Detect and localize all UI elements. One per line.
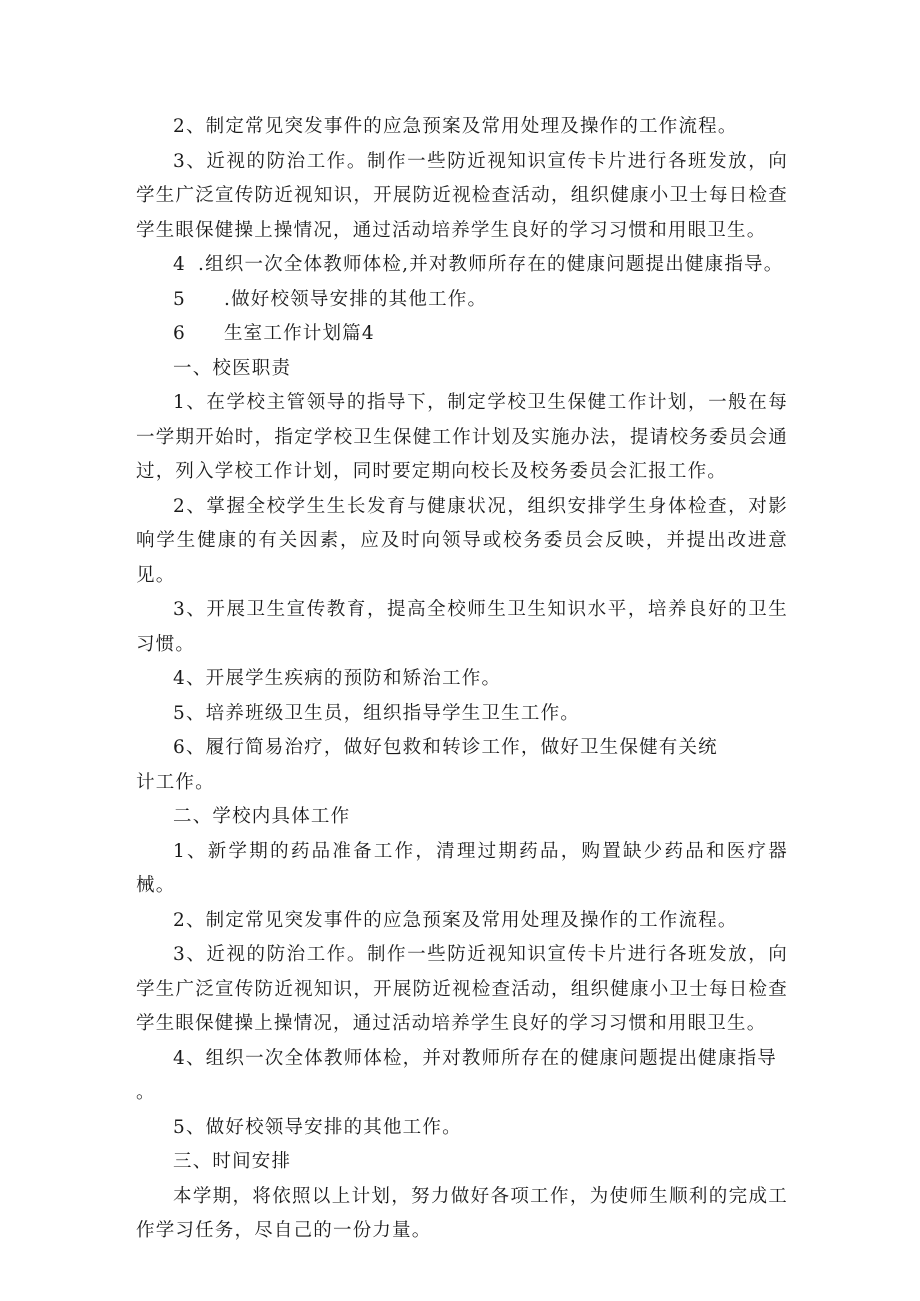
paragraph: 2、掌握全校学生生长发育与健康状况，组织安排学生身体检查，对影响学生健康的有关因素，应及时向领导或校务委员会反映，并提出改进意见。 [136, 495, 788, 586]
section-heading: 三、时间安排 [173, 1151, 292, 1172]
paragraph: 1、新学期的药品准备工作，清理过期药品，购置缺少药品和医疗器械。 [136, 840, 788, 896]
paragraph: 3、开展卫生宣传教育，提高全校师生卫生知识水平，培养良好的卫生习惯。 [136, 599, 788, 655]
paragraph: 5、培养班级卫生员，组织指导学生卫生工作。 [173, 702, 580, 724]
paragraph-continuation: 计工作。 [136, 771, 215, 793]
paragraph-continuation: 。 [136, 1082, 156, 1103]
item-number: 6 [173, 323, 186, 344]
paragraph: 4、开展学生疾病的预防和矫治工作。 [173, 668, 502, 689]
section-heading: 二、学校内具体工作 [173, 806, 351, 827]
paragraph [136, 283, 788, 318]
item-text: 生室工作计划篇4 [223, 323, 375, 344]
document-body [136, 110, 788, 1249]
paragraph: 5、做好校领导安排的其他工作。 [173, 1116, 462, 1138]
section-title [136, 317, 788, 352]
paragraph: 2、制定常见突发事件的应急预案及常用处理及操作的工作流程。 [173, 116, 738, 137]
item-number: 4 [173, 254, 186, 275]
paragraph: 3、近视的防治工作。制作一些防近视知识宣传卡片进行各班发放，向学生广泛宣传防近视知识，开展防近视检查活动，组织健康小卫士每日检查学生眼保健操上操情况，通过活动培养学生良好的学习习惯和用眼卫生。 [136, 944, 788, 1034]
paragraph [136, 248, 788, 283]
item-number: 5 [173, 288, 186, 310]
item-text: .组织一次全体教师体检,并对教师所存在的健康问题提出健康指导。 [197, 254, 784, 275]
paragraph: 4、组织一次全体教师体检，并对教师所存在的健康问题提出健康指导 [173, 1047, 777, 1069]
paragraph: 3、近视的防治工作。制作一些防近视知识宣传卡片进行各班发放，向学生广泛宣传防近视知识，开展防近视检查活动，组织健康小卫士每日检查学生眼保健操上操情况，通过活动培养学生良好的学习习惯和用眼卫生。 [136, 150, 788, 241]
paragraph: 2、制定常见突发事件的应急预案及常用处理及操作的工作流程。 [173, 909, 738, 931]
paragraph: 本学期，将依照以上计划，努力做好各项工作，为使师生顺利的完成工作学习任务，尽自己的一份力量。 [136, 1185, 788, 1241]
paragraph: 6、履行简易治疗，做好包救和转诊工作，做好卫生保健有关统 [173, 737, 718, 758]
paragraph: 1、在学校主管领导的指导下，制定学校卫生保健工作计划，一般在每一学期开始时，指定学校卫生保健工作计划及实施办法，提请校务委员会通过，列入学校工作计划，同时要定期向校长及校务委员会汇报工作。 [136, 392, 788, 482]
item-text: .做好校领导安排的其他工作。 [223, 288, 488, 310]
section-heading: 一、校医职责 [173, 357, 292, 379]
